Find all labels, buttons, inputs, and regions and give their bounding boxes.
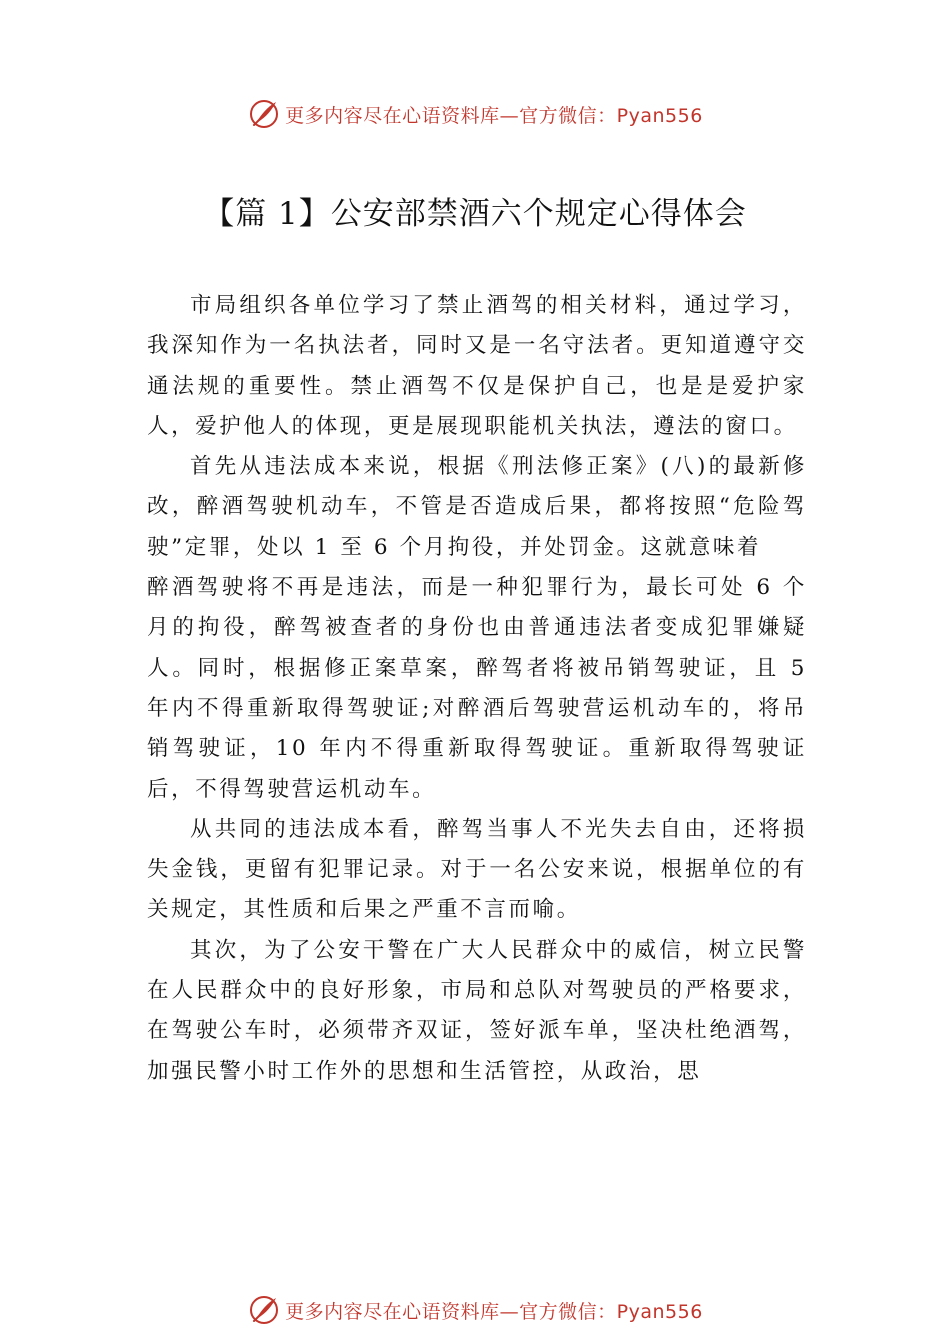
header-watermark (0, 94, 950, 134)
watermark-text: 更多内容尽在心语资料库—官方微信：Pyan556 (285, 1300, 703, 1323)
paragraph: 首先从违法成本来说，根据《刑法修正案》(八)的最新修改，醉酒驾驶机动车，不管是否造成后果，都将按照“危险驾驶”定罪，处以 1 至 6 个月拘役，并处罚金。这就意味着 (147, 454, 807, 560)
feather-quill-logo-icon (247, 1293, 281, 1327)
paragraph: 其次，为了公安干警在广大人民群众中的威信，树立民警在人民群众中的良好形象，市局和总队对驾驶员的严格要求，在驾驶公车时，必须带齐双证，签好派车单，坚决杜绝酒驾，加强民警小时工作外的思想和生活管控，从政治，思 (147, 937, 807, 1084)
document-body (147, 286, 807, 1092)
document-title: 【篇 1】公安部禁酒六个规定心得体会 (203, 196, 747, 232)
feather-quill-logo-icon (247, 97, 281, 131)
footer-watermark (0, 1290, 950, 1330)
paragraph: 市局组织各单位学习了禁止酒驾的相关材料，通过学习，我深知作为一名执法者，同时又是一名守法者。更知道遵守交通法规的重要性。禁止酒驾不仅是保护自己，也是是爱护家人，爱护他人的体现，更是展现职能机关执法，遵法的窗口。 (147, 293, 807, 439)
paragraph: 醉酒驾驶将不再是违法，而是一种犯罪行为，最长可处 6 个月的拘役，醉驾被查者的身份也由普通违法者变成犯罪嫌疑人。同时，根据修正案草案，醉驾者将被吊销驾驶证，且 5 年内不得重新取得驾驶证;对醉酒后驾驶营运机动车的，将吊销驾驶证，10 年内不得重新取得驾驶证。重新取得驾驶证后，不得驾驶营运机动车。 (147, 575, 807, 802)
watermark-text: 更多内容尽在心语资料库—官方微信：Pyan556 (285, 104, 703, 127)
paragraph: 从共同的违法成本看，醉驾当事人不光失去自由，还将损失金钱，更留有犯罪记录。对于一名公安来说，根据单位的有关规定，其性质和后果之严重不言而喻。 (147, 816, 807, 923)
